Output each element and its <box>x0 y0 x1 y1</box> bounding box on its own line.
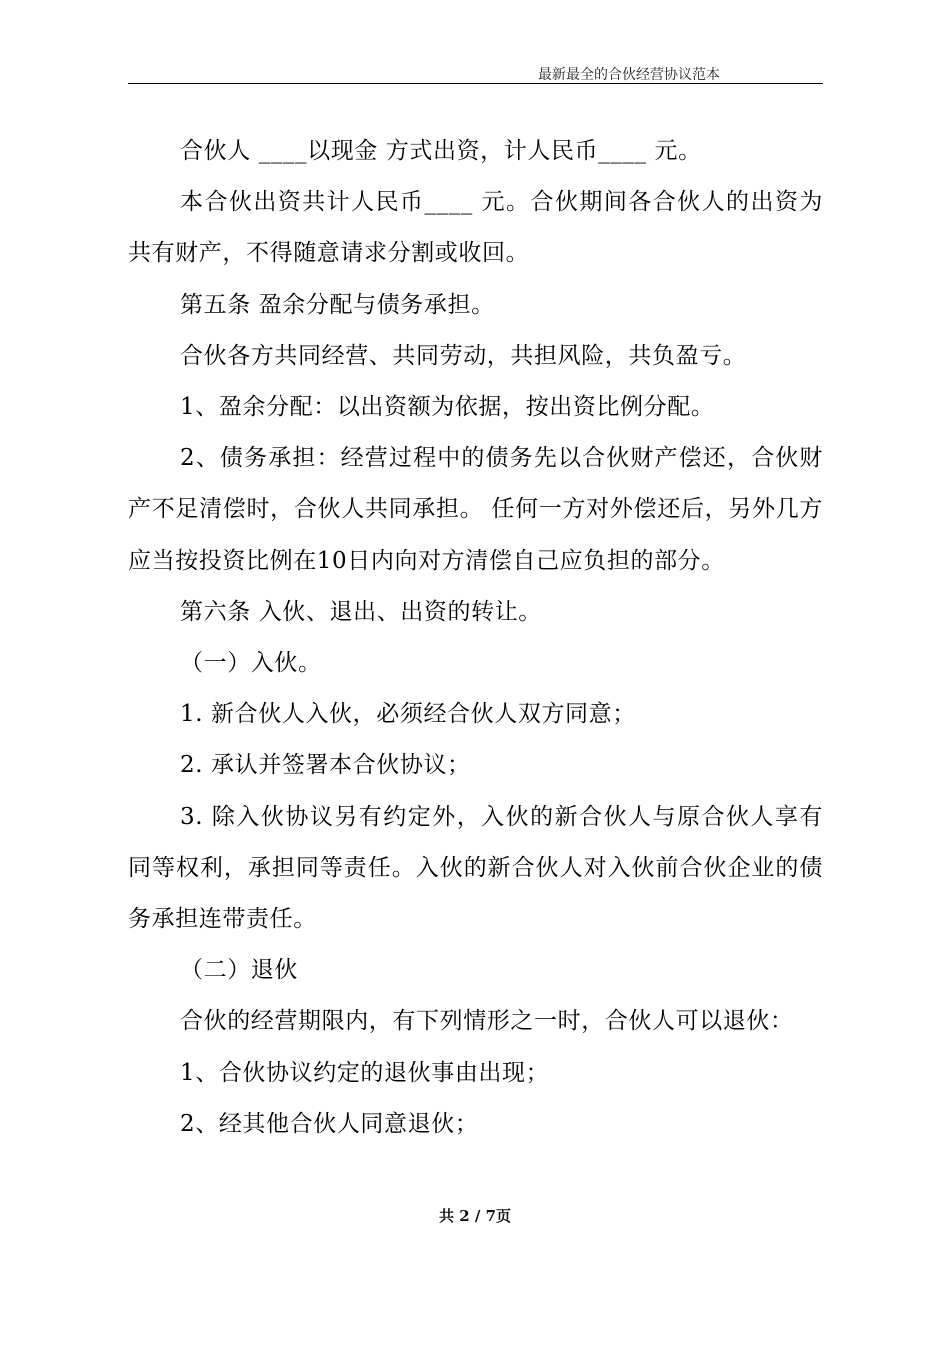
page-number: 共 2 / 7页 <box>438 1207 512 1225</box>
paragraph-debt-bearing: 2、债务承担：经营过程中的债务先以合伙财产偿还，合伙财产不足清偿时，合伙人共同承担。 任何一方对外偿还后，另外几方应当按投资比例在10日内向对方清偿自己应负担的部分。 <box>128 445 823 574</box>
paragraph-capital-contribution-cash: 合伙人 ____以现金 方式出资，计人民币____ 元。 <box>180 138 702 164</box>
admission-item-3: 3. 除入伙协议另有约定外，入伙的新合伙人与原合伙人享有同等权利，承担同等责任。入伙的新合伙人对入伙前合伙企业的债务承担连带责任。 <box>128 803 823 933</box>
paragraph-joint-operation: 合伙各方共同经营、共同劳动，共担风险，共负盈亏。 <box>180 342 747 369</box>
withdrawal-item-2: 2、经其他合伙人同意退伙； <box>180 1110 479 1137</box>
section-withdrawal-heading: （二）退伙 <box>180 957 298 984</box>
article-6-heading: 第六条 入伙、退出、出资的转让。 <box>180 598 542 625</box>
header-divider <box>128 83 823 84</box>
withdrawal-item-1: 1、合伙协议约定的退伙事由出现； <box>180 1059 550 1086</box>
paragraph-profit-distribution: 1、盈余分配：以出资额为依据，按出资比例分配。 <box>180 394 715 421</box>
admission-item-2: 2. 承认并签署本合伙协议； <box>180 752 471 779</box>
article-5-heading: 第五条 盈余分配与债务承担。 <box>180 291 495 318</box>
paragraph-total-contribution: 本合伙出资共计人民币____ 元。合伙期间各合伙人的出资为共有财产，不得随意请求分割或收回。 <box>128 189 823 267</box>
admission-item-1: 1. 新合伙人入伙，必须经合伙人双方同意； <box>180 701 636 728</box>
document-body <box>128 126 823 1150</box>
header-title: 最新最全的合伙经营协议范本 <box>538 67 720 83</box>
paragraph-withdrawal-conditions: 合伙的经营期限内，有下列情形之一时，合伙人可以退伙： <box>180 1008 794 1035</box>
section-admission-heading: （一）入伙。 <box>180 650 322 677</box>
